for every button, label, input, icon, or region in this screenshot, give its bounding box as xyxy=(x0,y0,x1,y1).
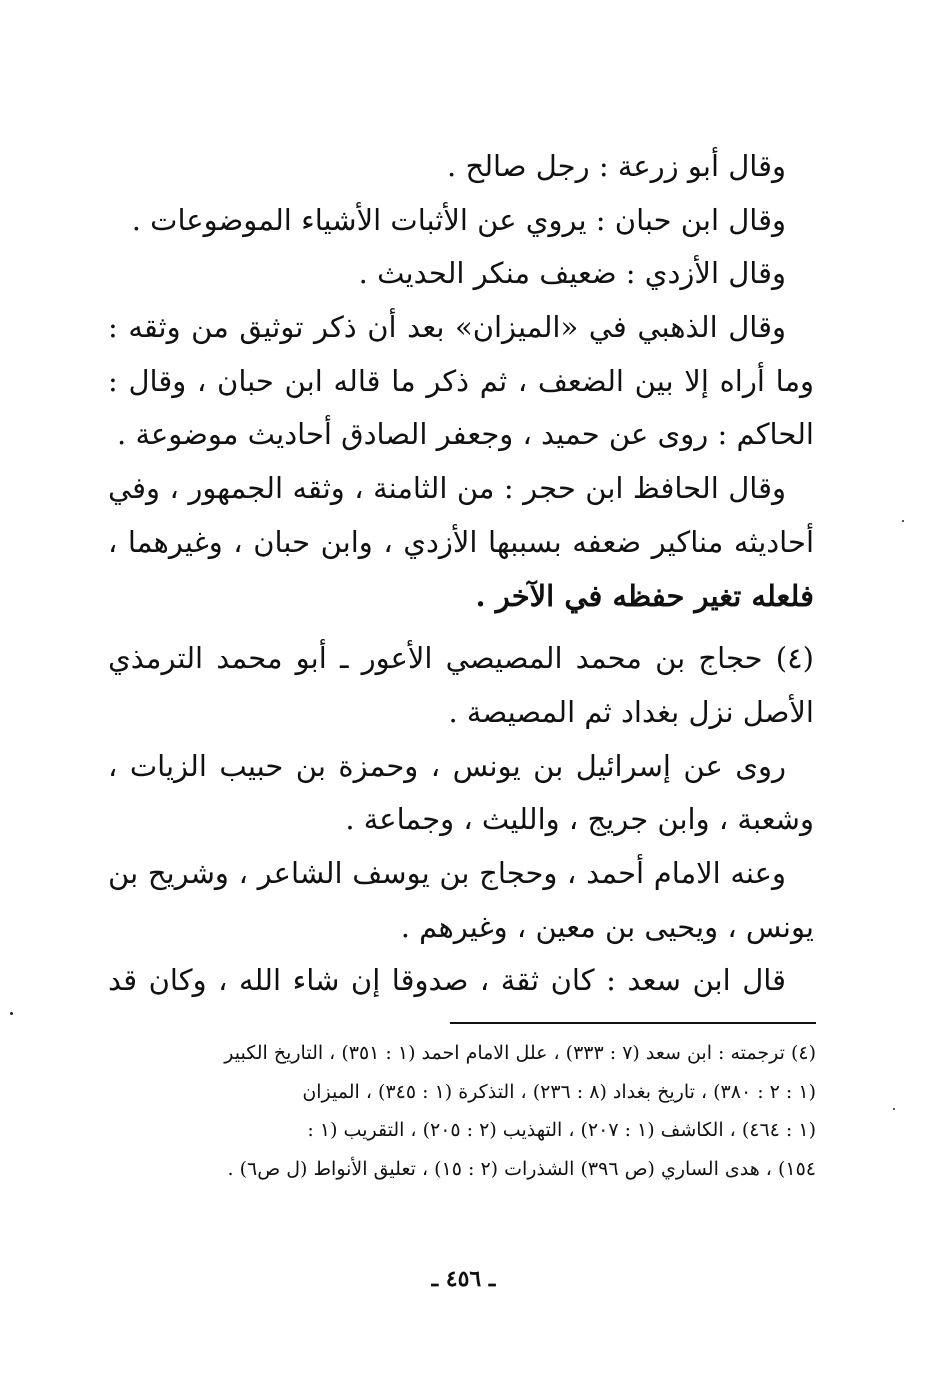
text-line: وقال الحافظ ابن حجر : من الثامنة ، وثقه الجمهور ، وفي xyxy=(108,471,786,506)
text-line: وشعبة ، وابن جريج ، والليث ، وجماعة . xyxy=(345,802,814,837)
main-text-block xyxy=(108,140,814,1008)
entry-heading-line: (٤) حجاج بن محمد المصيصي الأعور ـ أبو محمد الترمذي xyxy=(108,641,814,676)
text-line: وعنه الامام أحمد ، وحجاج بن يوسف الشاعر ، وشريح بن xyxy=(108,855,786,890)
text-line: فلعله تغير حفظه في الآخر . xyxy=(475,578,814,613)
page-number: ـ ٤٥٦ ـ xyxy=(431,1266,496,1292)
text-line: وما أراه إلا بين الضعف ، ثم ذكر ما قاله ابن حبان ، وقال : xyxy=(108,363,814,398)
text-line: أحاديثه مناكير ضعفه بسببها الأزدي ، وابن حبان ، وغيرهما ، xyxy=(108,524,814,559)
text-line: وقال ابن حبان : يروي عن الأثبات الأشياء الموضوعات . xyxy=(131,202,786,237)
scan-speck xyxy=(902,520,904,522)
footnote-line: (٤) ترجمته : ابن سعد (٧ : ٣٣٣) ، علل الامام احمد (١ : ٣٥١) ، التاريخ الكبير xyxy=(224,1042,816,1064)
footnote-separator xyxy=(450,1022,816,1024)
text-line: الحاكم : روى عن حميد ، وجعفر الصادق أحاديث موضوعة . xyxy=(117,417,814,452)
footnote-line: ١٥٤) ، هدى الساري (ص ٣٩٦) الشذرات (٢ : ١٥) ، تعليق الأنواط (ل ص٦) . xyxy=(227,1157,816,1180)
text-line: وقال أبو زرعة : رجل صالح . xyxy=(447,149,786,183)
footnote-line: (١ : ٢ : ٣٨٠) ، تاريخ بغداد (٨ : ٢٣٦) ، التذكرة (١ : ٣٤٥) ، الميزان xyxy=(302,1080,816,1103)
text-line: الأصل نزل بغداد ثم المصيصة . xyxy=(448,694,814,729)
text-line: روى عن إسرائيل بن يونس ، وحمزة بن حبيب الزيات ، xyxy=(108,748,786,783)
scan-speck xyxy=(10,1012,13,1015)
footnote-line: (١ : ٤٦٤) ، الكاشف (١ : ٢٠٧) ، التهذيب (٢ : ٢٠٥) ، التقريب (١ : xyxy=(307,1119,816,1141)
paragraph-gap xyxy=(108,623,814,632)
footnotes-block xyxy=(56,1034,816,1188)
text-line: وقال الأزدي : ضعيف منكر الحديث . xyxy=(358,256,786,291)
text-line: وقال الذهبي في «الميزان» بعد أن ذكر توثيق من وثقه : xyxy=(108,310,786,345)
text-line: قال ابن سعد : كان ثقة ، صدوقا إن شاء الله ، وكان قد xyxy=(108,963,786,998)
scan-speck xyxy=(893,1108,895,1110)
text-line: يونس ، ويحيى بن معين ، وغيرهم . xyxy=(400,909,814,944)
